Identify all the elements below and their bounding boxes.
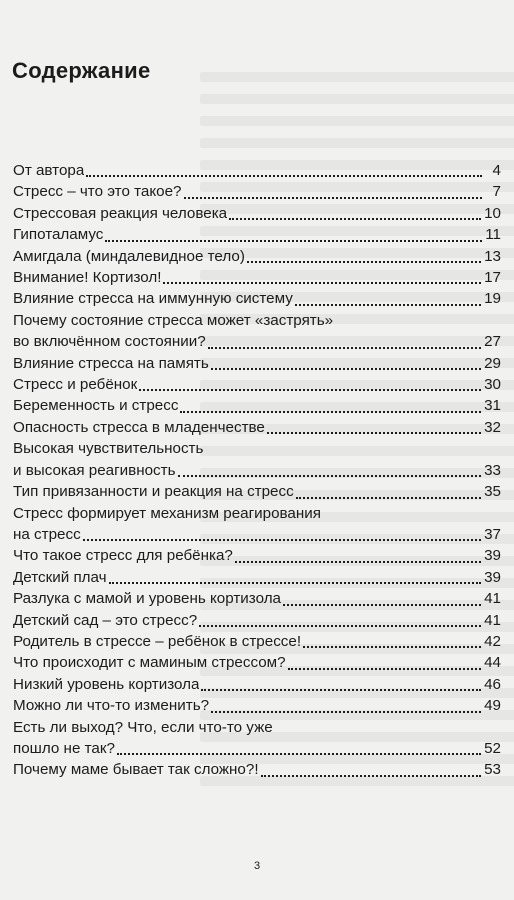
toc-entry-title: Разлука с мамой и уровень кортизола <box>13 590 281 608</box>
toc-entry[interactable] <box>13 738 501 759</box>
toc-entry[interactable] <box>13 545 501 566</box>
toc-leader-dots <box>247 251 481 263</box>
toc-page-number: 32 <box>484 418 501 436</box>
toc-leader-dots <box>139 379 481 391</box>
toc-page-number: 7 <box>492 183 501 201</box>
toc-page-number: 30 <box>484 376 501 394</box>
toc-page-number: 35 <box>484 483 501 501</box>
toc-entry-title: Амигдала (миндалевидное тело) <box>13 247 245 265</box>
toc-page-number: 53 <box>484 761 501 779</box>
toc-entry-title: и высокая реагивность <box>13 461 176 479</box>
toc-entry[interactable] <box>13 759 501 780</box>
toc-page-number: 42 <box>484 632 501 650</box>
toc-leader-dots <box>208 337 481 349</box>
toc-leader-dots <box>229 208 481 220</box>
toc-entry-title: на стресс <box>13 525 81 543</box>
toc-entry[interactable] <box>13 524 501 545</box>
toc-leader-dots <box>180 401 481 413</box>
toc-leader-dots <box>211 701 481 713</box>
toc-page-number: 46 <box>484 675 501 693</box>
toc-entry[interactable] <box>13 395 501 416</box>
toc-leader-dots <box>201 679 481 691</box>
toc-entry-line <box>13 310 501 331</box>
toc-page-number: 13 <box>484 247 501 265</box>
toc-entry-title: Низкий уровень кортизола <box>13 675 200 693</box>
toc-entry[interactable] <box>13 652 501 673</box>
toc-entry[interactable] <box>13 203 501 224</box>
table-of-contents <box>13 160 501 781</box>
toc-entry-title: Почему маме бывает так сложно?! <box>13 761 259 779</box>
toc-entry[interactable] <box>13 181 501 202</box>
toc-entry[interactable] <box>13 674 501 695</box>
toc-entry-title: Влияние стресса на память <box>13 354 209 372</box>
toc-entry-title: Детский сад – это стресс? <box>13 611 198 629</box>
toc-entry-title: Можно ли что-то изменить? <box>13 697 210 715</box>
toc-leader-dots <box>178 465 482 477</box>
toc-entry-title: пошло не так? <box>13 739 115 757</box>
toc-entry-title: Тип привязанности и реакция на стресс <box>13 483 294 501</box>
toc-page-number: 29 <box>484 354 501 372</box>
toc-leader-dots <box>117 743 481 755</box>
toc-entry-line <box>13 503 501 524</box>
toc-leader-dots <box>261 765 482 777</box>
toc-page-number: 4 <box>492 162 501 179</box>
toc-leader-dots <box>86 165 482 177</box>
toc-leader-dots <box>109 572 482 584</box>
toc-entry[interactable] <box>13 374 501 395</box>
toc-leader-dots <box>83 529 481 541</box>
toc-leader-dots <box>283 594 481 606</box>
toc-leader-dots <box>199 615 481 627</box>
toc-page-number: 19 <box>484 290 501 308</box>
toc-entry-title: Высокая чувствительность <box>13 440 204 458</box>
toc-entry-line <box>13 717 501 738</box>
toc-entry[interactable] <box>13 246 501 267</box>
page-number: 3 <box>253 860 261 872</box>
toc-page-number: 49 <box>484 697 501 715</box>
toc-leader-dots <box>235 551 481 563</box>
toc-page-number: 41 <box>484 611 501 629</box>
toc-leader-dots <box>211 358 481 370</box>
toc-entry[interactable] <box>13 417 501 438</box>
toc-page-number: 27 <box>484 333 501 351</box>
toc-entry-title: От автора <box>13 162 85 179</box>
toc-page-number: 33 <box>484 461 501 479</box>
toc-leader-dots <box>296 487 481 499</box>
toc-page-number: 52 <box>484 739 501 757</box>
toc-entry[interactable] <box>13 331 501 352</box>
toc-page-number: 41 <box>484 590 501 608</box>
toc-leader-dots <box>288 658 482 670</box>
toc-leader-dots <box>303 636 481 648</box>
toc-entry-title: Стресс формирует механизм реагирования <box>13 504 321 522</box>
toc-page-number: 11 <box>485 226 501 244</box>
toc-entry-title: Опасность стресса в младенчестве <box>13 418 265 436</box>
toc-entry[interactable] <box>13 481 501 502</box>
toc-entry-title: Стрессовая реакция человека <box>13 204 228 222</box>
toc-page-number: 37 <box>484 525 501 543</box>
toc-entry-title: Стресс и ребёнок <box>13 376 138 394</box>
toc-entry[interactable] <box>13 567 501 588</box>
toc-leader-dots <box>184 187 482 199</box>
toc-entry[interactable] <box>13 695 501 716</box>
toc-entry-title: во включённом состоянии? <box>13 333 206 351</box>
toc-entry[interactable] <box>13 160 501 181</box>
toc-entry[interactable] <box>13 460 501 481</box>
toc-entry[interactable] <box>13 224 501 245</box>
toc-leader-dots <box>105 230 482 242</box>
toc-leader-dots <box>267 422 481 434</box>
toc-entry[interactable] <box>13 288 501 309</box>
toc-entry-title: Стресс – что это такое? <box>13 183 182 201</box>
toc-entry-title: Есть ли выход? Что, если что-то уже <box>13 718 273 736</box>
toc-entry-title: Родитель в стрессе – ребёнок в стрессе! <box>13 632 302 650</box>
toc-page-number: 39 <box>484 547 501 565</box>
toc-entry-title: Что происходит с маминым стрессом? <box>13 654 286 672</box>
toc-leader-dots <box>163 272 481 284</box>
toc-entry-line <box>13 438 501 459</box>
toc-page-number: 10 <box>484 204 501 222</box>
toc-entry[interactable] <box>13 588 501 609</box>
toc-leader-dots <box>295 294 481 306</box>
toc-entry[interactable] <box>13 610 501 631</box>
page-title: Содержание <box>12 58 151 83</box>
toc-entry-title: Гипоталамус <box>13 226 104 244</box>
toc-entry-title: Детский плач <box>13 568 107 586</box>
toc-entry-title: Что такое стресс для ребёнка? <box>13 547 233 565</box>
toc-entry-title: Беременность и стресс <box>13 397 179 415</box>
toc-entry[interactable] <box>13 353 501 374</box>
toc-entry-title: Влияние стресса на иммунную систему <box>13 290 293 308</box>
toc-page-number: 31 <box>484 397 501 415</box>
toc-entry-title: Почему состояние стресса может «застрять» <box>13 311 334 329</box>
toc-page-number: 17 <box>484 269 501 287</box>
toc-entry[interactable] <box>13 267 501 288</box>
toc-entry-title: Внимание! Кортизол! <box>13 269 162 287</box>
toc-page-number: 44 <box>484 654 501 672</box>
toc-page-number: 39 <box>484 568 501 586</box>
toc-entry[interactable] <box>13 631 501 652</box>
